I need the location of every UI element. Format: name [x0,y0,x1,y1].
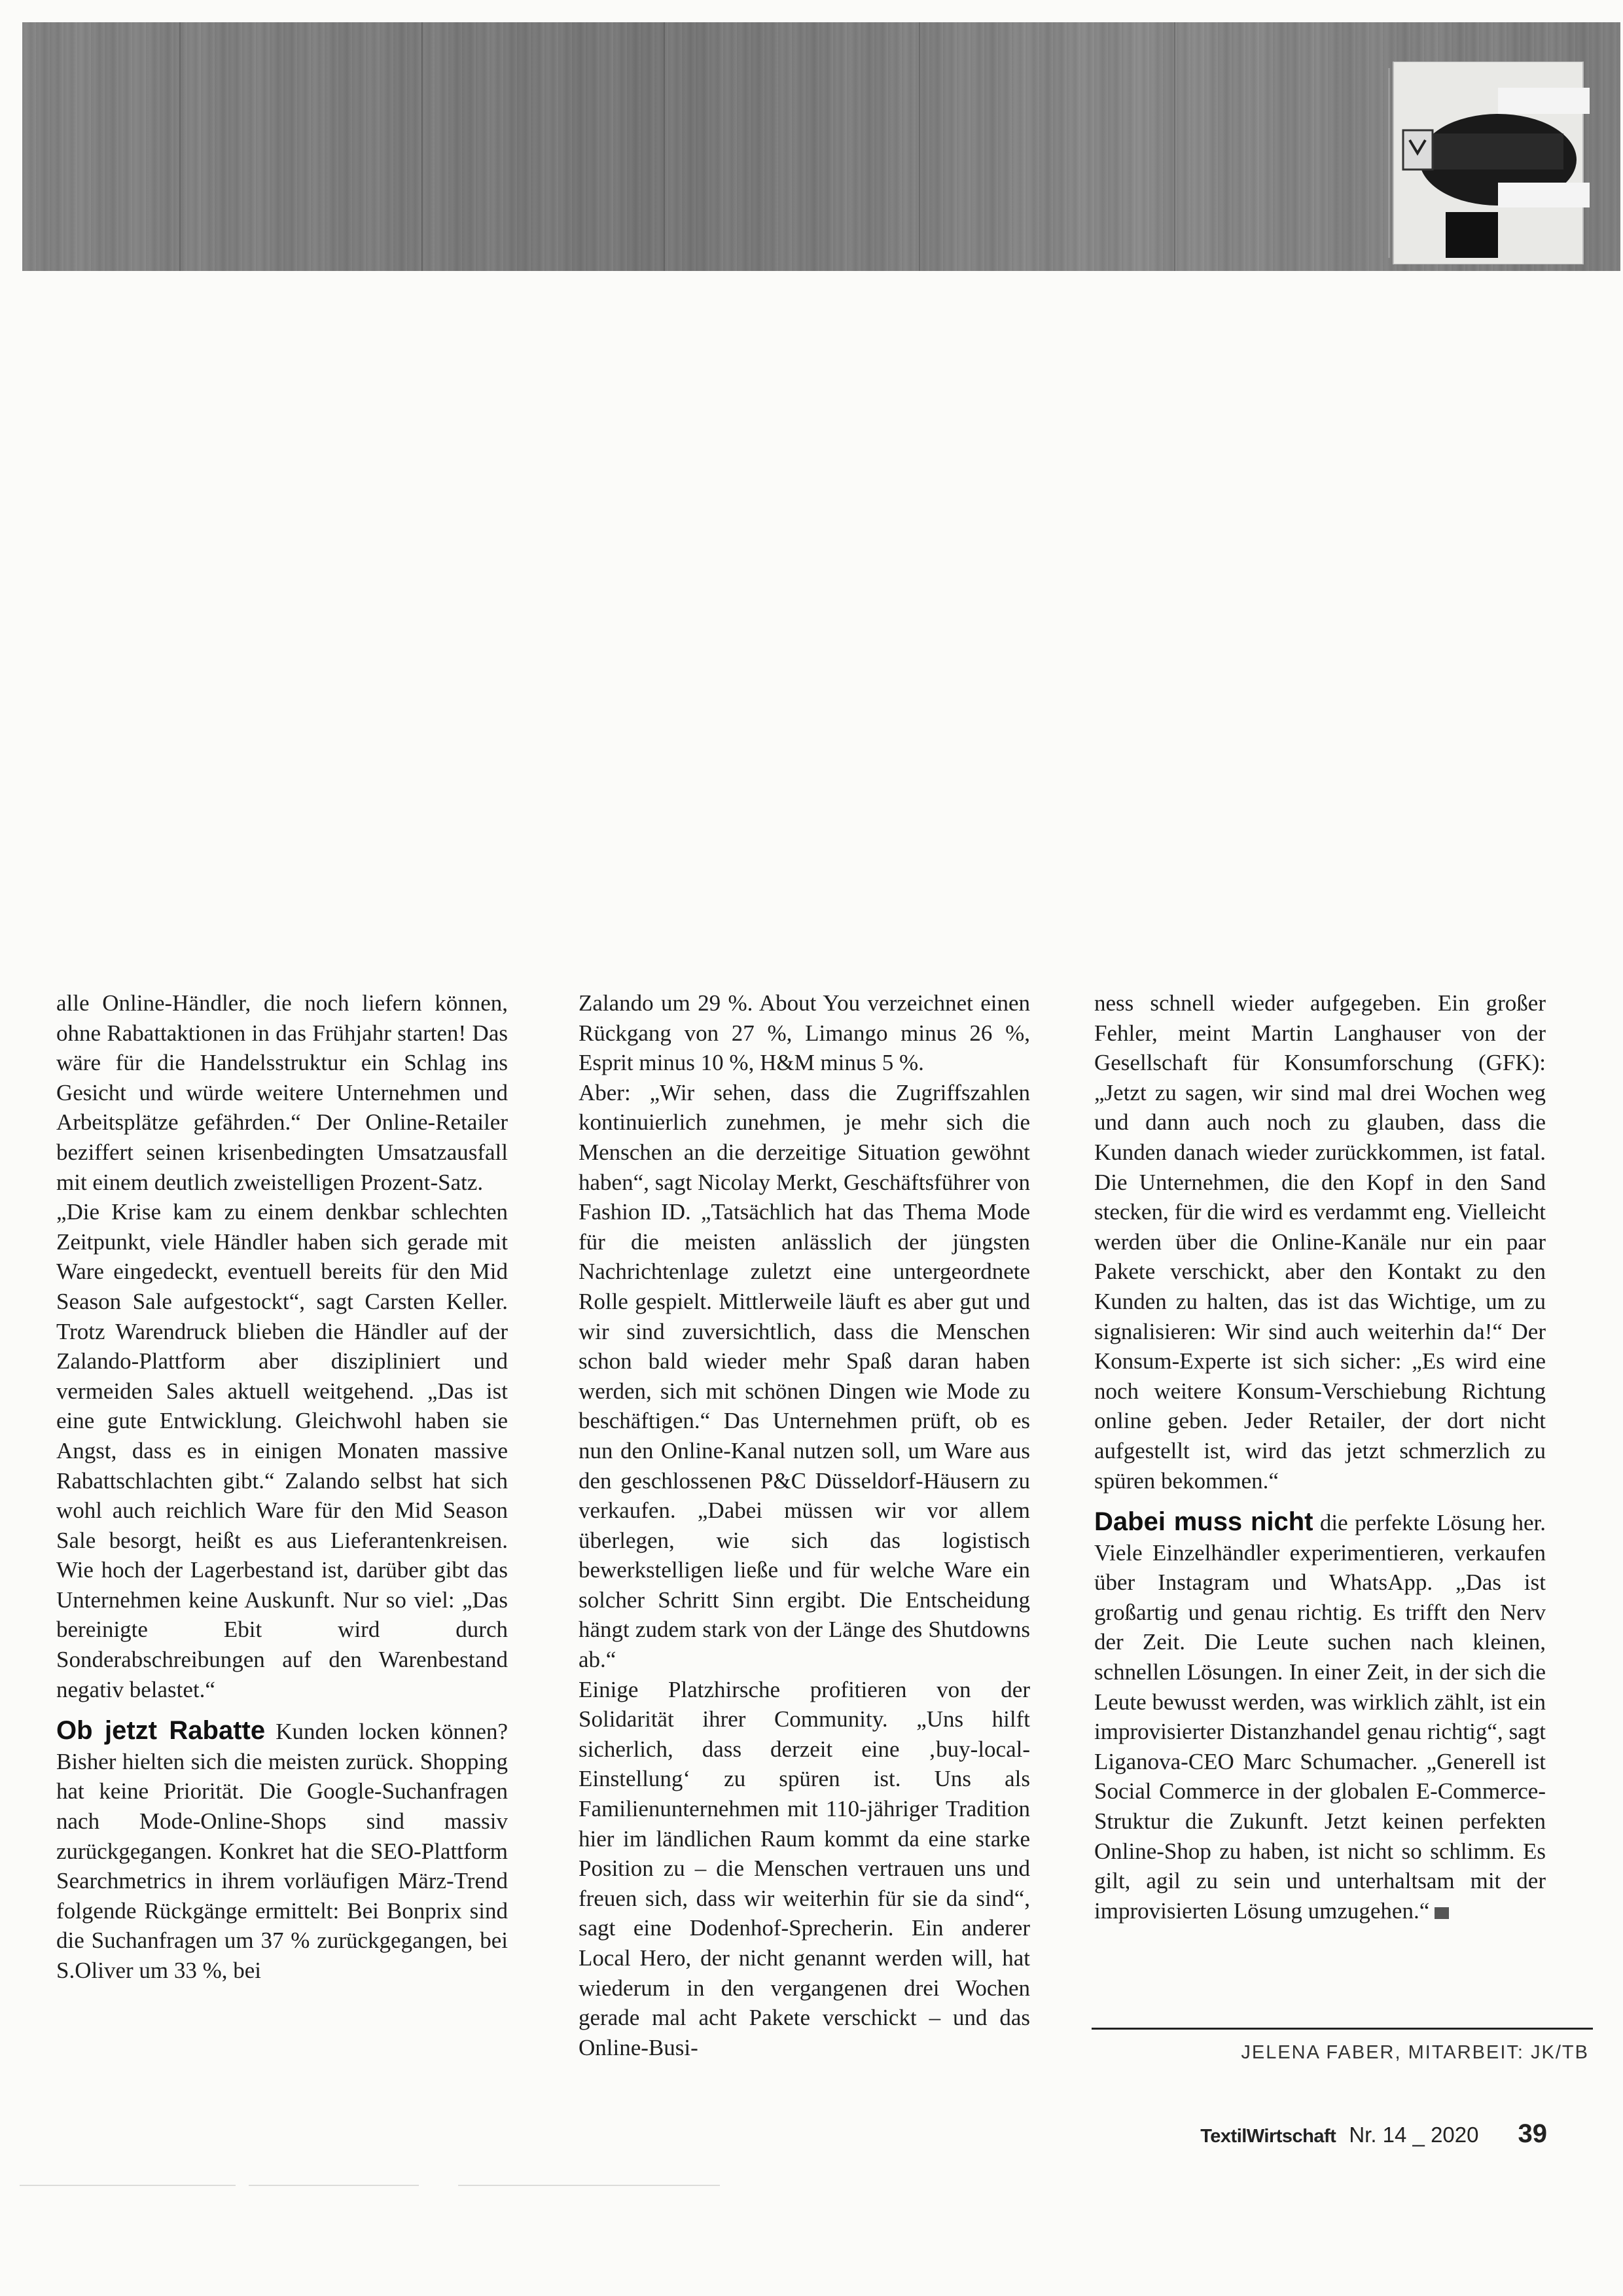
page-number: 39 [1518,2119,1547,2148]
person-with-laptop-image [1380,62,1603,264]
section-paragraph [1094,1507,1546,1926]
scan-artifact [20,2185,236,2186]
paragraph: „Die Krise kam zu einem denkbar schlechten Zeitpunkt, viele Händler haben sich gerade mit Ware eingedeckt, eventuell bereits für den Mid Season Sale aufgestockt“, sagt Carsten Keller. Trotz Warendruck blieben die Händler auf der Zalando-Plattform aber diszipliniert und vermeiden Sales aktuell weitgehend. „Das ist eine gute Entwicklung. Gleichwohl haben sie Angst, dass es in einigen Monaten massive Rabattschlachten gibt.“ Zalando selbst hat sich wohl auch reichlich Ware für den Mid Season Sale besorgt, heißt es aus Lieferantenkreisen. Wie hoch der Lagerbestand ist, darüber gibt das Unternehmen keine Auskunft. Nur so viel: „Das bereinigte Ebit wird durch Sonderabschreibungen auf den Warenbestand negativ belastet.“ [56,1199,508,1702]
scan-artifact [249,2185,419,2186]
header-photo [22,22,1620,271]
section-lead-in: Ob jetzt Rabatte [56,1716,266,1746]
scan-artifact [458,2185,720,2186]
article-column-3 [1094,988,1546,1926]
paragraph: Aber: „Wir sehen, dass die Zugriffszahlen kontinuierlich zunehmen, je mehr sich die Menschen an die derzeitige Situation gewöhnt haben“, sagt Nicolay Merkt, Geschäftsführer von Fashion ID. „Tatsächlich hat das Thema Mode für die meisten anlässlich der jüngsten Nachrichtenlage zuletzt eine untergeordnete Rolle gespielt. Mittlerweile läuft es aber gut und wir sind zuversichtlich, dass die Menschen schon bald wieder mehr Spaß daran haben werden, sich mit schönen Dingen wie Mode zu beschäftigen.“ Das Unternehmen prüft, ob es nun den Online-Kanal nutzen soll, um Ware aus den geschlossenen P&C Düsseldorf-Häusern zu verkaufen. „Dabei müssen wir vor allem überlegen, wie sich das logistisch bewerkstelligen ließe und für welche Ware ein solcher Schritt Sinn ergibt. Die Entscheidung hängt zudem stark von der Länge des Shutdowns ab.“ [579,1079,1030,1673]
end-mark-icon [1435,1907,1449,1919]
byline: JELENA FABER, MITARBEIT: JK/TB [1241,2042,1589,2063]
section-lead-in: Dabei muss nicht [1094,1507,1313,1537]
paragraph: alle Online-Händler, die noch liefern können, ohne Rabattaktionen in das Frühjahr starten! Das wäre für die Handelsstruktur ein Schlag ins Gesicht und würde weitere Unternehmen und Arbeitsplätze gefährden.“ Der Online-Retailer beziffert seinen krisenbedingten Umsatzausfall mit einem deutlich zweistelligen Prozent-Satz. [56,990,508,1195]
magazine-name: TextilWirtschaft [1200,2126,1336,2147]
byline-divider [1092,2028,1593,2030]
paragraph: Einige Platzhirsche profitieren von der Solidarität ihrer Community. „Uns hilft sicherlich, dass derzeit eine ‚buy-local-Einstellung‘ zu spüren ist. Uns als Familienunternehmen mit 110-jähriger Tradition hier im ländlichen Raum kommt da eine starke Position zu – die Menschen vertrauen uns und freuen sich, dass wir weiterhin für sie da sind“, sagt eine Dodenhof-Sprecherin. Ein anderer Local Hero, der nicht genannt werden will, hat wiederum in den vergangenen drei Wochen gerade mal acht Pakete verschickt – und das Online-Busi- [579,1676,1030,2060]
paragraph: Zalando um 29 %. About You verzeichnet einen Rückgang von 27 %, Limango minus 26 %, Esprit minus 10 %, H&M minus 5 %. [579,990,1030,1076]
article-column-2 [579,988,1030,2062]
article-column-1 [56,988,508,1986]
section-text: die perfekte Lösung her. Viele Einzelhändler experimentieren, verkaufen über Instagram und WhatsApp. „Das ist großartig und genau richtig. Es trifft den Nerv der Zeit. Die Leute suchen nach kleinen, schnellen Lösungen. In einer Zeit, in der sich die Leute bewusst werden, was wirklich zählt, ist ein improvisierter Distanzhandel genau richtig“, sagt Liganova-CEO Marc Schumacher. „Generell ist Social Commerce in der globalen E-Commerce-Struktur die Zukunft. Jetzt keinen perfekten Online-Shop zu haben, ist nicht so schlimm. Es gilt, agil zu sein und unterhaltsam mit der improvisierten Lösung umzugehen.“ [1094,1510,1546,1924]
section-text: Kunden locken können? Bisher hielten sich die meisten zurück. Shopping hat keine Priorität. Die Google-Suchanfragen nach Mode-Online-Shops sind massiv zurückgegangen. Konkret hat die SEO-Plattform Searchmetrics in ihrem vorläufigen März-Trend folgende Rückgänge ermittelt: Bei Bonprix sind die Suchanfragen um 37 % zurückgegangen, bei S.Oliver um 33 %, bei [56,1719,508,1983]
section-paragraph [56,1716,508,1985]
paragraph: ness schnell wieder aufgegeben. Ein großer Fehler, meint Martin Langhauser von der Gesellschaft für Konsumforschung (GFK): „Jetzt zu sagen, wir sind mal drei Wochen weg und dann auch noch zu glauben, dass die Kunden danach wieder zurückkommen, ist fatal. Die Unternehmen, die den Kopf in den Sand stecken, für die wird es verdammt eng. Vielleicht werden über die Online-Kanäle nur ein paar Pakete verschickt, aber den Kontakt zu den Kunden zu halten, das ist das Wichtige, um zu signalisieren: Wir sind auch weiterhin da!“ Der Konsum-Experte ist sich sicher: „Es wird eine noch weitere Konsum-Verschiebung Richtung online geben. Jeder Retailer, der dort nicht aufgestellt ist, wird das jetzt schmerzlich zu spüren bekommen.“ [1094,990,1546,1494]
page-footer [1200,2119,1547,2149]
issue-number: Nr. 14 _ 2020 [1349,2123,1479,2147]
